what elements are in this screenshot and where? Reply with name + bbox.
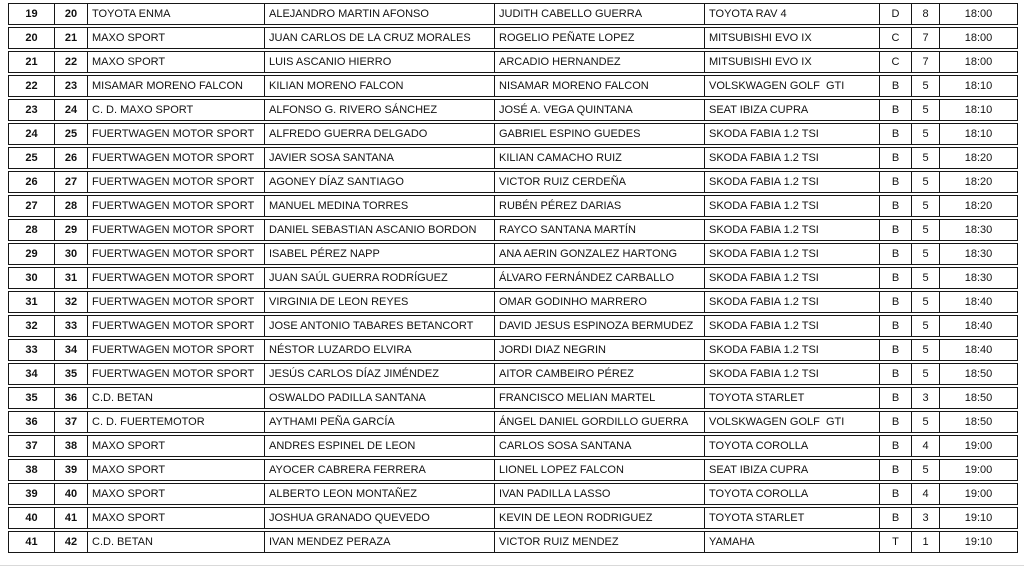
cell-car: SKODA FABIA 1.2 TSI bbox=[705, 315, 880, 337]
cell-codriver: ARCADIO HERNANDEZ bbox=[495, 51, 705, 73]
cell-class: B bbox=[880, 267, 912, 289]
cell-start-time: 18:10 bbox=[940, 99, 1018, 121]
cell-entry-number: 33 bbox=[55, 315, 88, 337]
cell-entry-number: 24 bbox=[55, 99, 88, 121]
cell-group: 8 bbox=[912, 3, 940, 25]
cell-class: B bbox=[880, 147, 912, 169]
cell-codriver: AITOR CAMBEIRO PÉREZ bbox=[495, 363, 705, 385]
cell-position: 20 bbox=[8, 27, 55, 49]
cell-position: 30 bbox=[8, 267, 55, 289]
cell-position: 34 bbox=[8, 363, 55, 385]
cell-position: 40 bbox=[8, 507, 55, 529]
cell-driver: OSWALDO PADILLA SANTANA bbox=[265, 387, 495, 409]
cell-car: SKODA FABIA 1.2 TSI bbox=[705, 243, 880, 265]
cell-codriver: GABRIEL ESPINO GUEDES bbox=[495, 123, 705, 145]
cell-entry-number: 29 bbox=[55, 219, 88, 241]
cell-codriver: JOSÉ A. VEGA QUINTANA bbox=[495, 99, 705, 121]
cell-team: FUERTWAGEN MOTOR SPORT bbox=[88, 171, 265, 193]
cell-position: 41 bbox=[8, 531, 55, 553]
cell-class: B bbox=[880, 387, 912, 409]
cell-class: T bbox=[880, 531, 912, 553]
cell-position: 19 bbox=[8, 3, 55, 25]
cell-position: 24 bbox=[8, 123, 55, 145]
cell-codriver: VICTOR RUIZ CERDEÑA bbox=[495, 171, 705, 193]
cell-driver: AGONEY DÍAZ SANTIAGO bbox=[265, 171, 495, 193]
table-row bbox=[8, 531, 1018, 553]
cell-codriver: ÁLVARO FERNÁNDEZ CARBALLO bbox=[495, 267, 705, 289]
table-row bbox=[8, 123, 1018, 145]
cell-group: 3 bbox=[912, 507, 940, 529]
table-row bbox=[8, 339, 1018, 361]
cell-start-time: 18:00 bbox=[940, 27, 1018, 49]
cell-car: SKODA FABIA 1.2 TSI bbox=[705, 267, 880, 289]
table-row bbox=[8, 219, 1018, 241]
cell-position: 29 bbox=[8, 243, 55, 265]
cell-position: 23 bbox=[8, 99, 55, 121]
cell-entry-number: 42 bbox=[55, 531, 88, 553]
cell-position: 26 bbox=[8, 171, 55, 193]
cell-team: MAXO SPORT bbox=[88, 435, 265, 457]
cell-car: SKODA FABIA 1.2 TSI bbox=[705, 291, 880, 313]
cell-team: MAXO SPORT bbox=[88, 507, 265, 529]
cell-entry-number: 39 bbox=[55, 459, 88, 481]
cell-team: FUERTWAGEN MOTOR SPORT bbox=[88, 219, 265, 241]
cell-group: 5 bbox=[912, 123, 940, 145]
cell-start-time: 18:40 bbox=[940, 339, 1018, 361]
cell-driver: JAVIER SOSA SANTANA bbox=[265, 147, 495, 169]
cell-group: 5 bbox=[912, 195, 940, 217]
cell-team: FUERTWAGEN MOTOR SPORT bbox=[88, 267, 265, 289]
cell-entry-number: 41 bbox=[55, 507, 88, 529]
cell-entry-number: 31 bbox=[55, 267, 88, 289]
cell-position: 28 bbox=[8, 219, 55, 241]
cell-codriver: JUDITH CABELLO GUERRA bbox=[495, 3, 705, 25]
cell-driver: ALEJANDRO MARTIN AFONSO bbox=[265, 3, 495, 25]
cell-car: YAMAHA bbox=[705, 531, 880, 553]
cell-start-time: 18:10 bbox=[940, 123, 1018, 145]
cell-start-time: 18:40 bbox=[940, 315, 1018, 337]
cell-class: B bbox=[880, 339, 912, 361]
cell-car: TOYOTA RAV 4 bbox=[705, 3, 880, 25]
cell-codriver: KILIAN CAMACHO RUIZ bbox=[495, 147, 705, 169]
cell-car: TOYOTA STARLET bbox=[705, 507, 880, 529]
cell-codriver: JORDI DIAZ NEGRIN bbox=[495, 339, 705, 361]
cell-group: 5 bbox=[912, 243, 940, 265]
table-row bbox=[8, 435, 1018, 457]
cell-team: FUERTWAGEN MOTOR SPORT bbox=[88, 243, 265, 265]
cell-codriver: KEVIN DE LEON RODRIGUEZ bbox=[495, 507, 705, 529]
cell-group: 4 bbox=[912, 435, 940, 457]
cell-entry-number: 20 bbox=[55, 3, 88, 25]
cell-entry-number: 30 bbox=[55, 243, 88, 265]
table-row bbox=[8, 171, 1018, 193]
cell-driver: JOSE ANTONIO TABARES BETANCORT bbox=[265, 315, 495, 337]
cell-driver: AYOCER CABRERA FERRERA bbox=[265, 459, 495, 481]
cell-class: B bbox=[880, 411, 912, 433]
cell-car: SKODA FABIA 1.2 TSI bbox=[705, 171, 880, 193]
cell-driver: ANDRES ESPINEL DE LEON bbox=[265, 435, 495, 457]
cell-start-time: 18:50 bbox=[940, 411, 1018, 433]
table-row bbox=[8, 267, 1018, 289]
cell-start-time: 18:20 bbox=[940, 195, 1018, 217]
cell-car: SEAT IBIZA CUPRA bbox=[705, 459, 880, 481]
cell-entry-number: 28 bbox=[55, 195, 88, 217]
cell-group: 5 bbox=[912, 411, 940, 433]
cell-entry-number: 32 bbox=[55, 291, 88, 313]
cell-car: VOLSKWAGEN GOLF GTI bbox=[705, 75, 880, 97]
cell-group: 5 bbox=[912, 99, 940, 121]
cell-group: 5 bbox=[912, 315, 940, 337]
cell-group: 1 bbox=[912, 531, 940, 553]
cell-team: FUERTWAGEN MOTOR SPORT bbox=[88, 123, 265, 145]
cell-driver: ALBERTO LEON MONTAÑEZ bbox=[265, 483, 495, 505]
cell-entry-number: 23 bbox=[55, 75, 88, 97]
cell-class: D bbox=[880, 3, 912, 25]
cell-entry-number: 34 bbox=[55, 339, 88, 361]
cell-group: 3 bbox=[912, 387, 940, 409]
table-row bbox=[8, 51, 1018, 73]
cell-group: 5 bbox=[912, 219, 940, 241]
table-row bbox=[8, 291, 1018, 313]
cell-team: FUERTWAGEN MOTOR SPORT bbox=[88, 195, 265, 217]
cell-position: 22 bbox=[8, 75, 55, 97]
cell-driver: MANUEL MEDINA TORRES bbox=[265, 195, 495, 217]
cell-driver: LUIS ASCANIO HIERRO bbox=[265, 51, 495, 73]
table-row bbox=[8, 507, 1018, 529]
cell-group: 5 bbox=[912, 147, 940, 169]
cell-car: SEAT IBIZA CUPRA bbox=[705, 99, 880, 121]
table-row bbox=[8, 483, 1018, 505]
cell-car: SKODA FABIA 1.2 TSI bbox=[705, 147, 880, 169]
cell-car: TOYOTA COROLLA bbox=[705, 483, 880, 505]
cell-start-time: 18:30 bbox=[940, 219, 1018, 241]
cell-position: 39 bbox=[8, 483, 55, 505]
cell-class: B bbox=[880, 75, 912, 97]
cell-team: MAXO SPORT bbox=[88, 459, 265, 481]
cell-class: B bbox=[880, 483, 912, 505]
cell-driver: VIRGINIA DE LEON REYES bbox=[265, 291, 495, 313]
cell-class: B bbox=[880, 123, 912, 145]
cell-team: C.D. BETAN bbox=[88, 531, 265, 553]
cell-team: FUERTWAGEN MOTOR SPORT bbox=[88, 291, 265, 313]
cell-car: TOYOTA COROLLA bbox=[705, 435, 880, 457]
cell-driver: JESÚS CARLOS DÍAZ JIMÉNDEZ bbox=[265, 363, 495, 385]
cell-start-time: 18:20 bbox=[940, 171, 1018, 193]
cell-team: C. D. MAXO SPORT bbox=[88, 99, 265, 121]
cell-position: 35 bbox=[8, 387, 55, 409]
cell-class: B bbox=[880, 315, 912, 337]
cell-position: 27 bbox=[8, 195, 55, 217]
table-row bbox=[8, 3, 1018, 25]
table-row bbox=[8, 387, 1018, 409]
cell-class: B bbox=[880, 507, 912, 529]
cell-start-time: 18:50 bbox=[940, 363, 1018, 385]
cell-driver: ISABEL PÉREZ NAPP bbox=[265, 243, 495, 265]
cell-group: 4 bbox=[912, 483, 940, 505]
cell-car: SKODA FABIA 1.2 TSI bbox=[705, 339, 880, 361]
table-row bbox=[8, 195, 1018, 217]
cell-position: 38 bbox=[8, 459, 55, 481]
cell-start-time: 19:10 bbox=[940, 531, 1018, 553]
cell-class: B bbox=[880, 99, 912, 121]
cell-start-time: 18:10 bbox=[940, 75, 1018, 97]
cell-start-time: 19:00 bbox=[940, 435, 1018, 457]
cell-position: 25 bbox=[8, 147, 55, 169]
entry-list-table bbox=[8, 1, 1018, 555]
cell-start-time: 19:00 bbox=[940, 483, 1018, 505]
cell-codriver: CARLOS SOSA SANTANA bbox=[495, 435, 705, 457]
cell-group: 5 bbox=[912, 171, 940, 193]
cell-class: B bbox=[880, 243, 912, 265]
cell-class: B bbox=[880, 459, 912, 481]
table-row bbox=[8, 27, 1018, 49]
cell-driver: KILIAN MORENO FALCON bbox=[265, 75, 495, 97]
cell-driver: JOSHUA GRANADO QUEVEDO bbox=[265, 507, 495, 529]
cell-position: 36 bbox=[8, 411, 55, 433]
cell-codriver: FRANCISCO MELIAN MARTEL bbox=[495, 387, 705, 409]
cell-class: B bbox=[880, 171, 912, 193]
cell-team: MISAMAR MORENO FALCON bbox=[88, 75, 265, 97]
cell-start-time: 18:30 bbox=[940, 243, 1018, 265]
cell-car: SKODA FABIA 1.2 TSI bbox=[705, 195, 880, 217]
cell-driver: ALFREDO GUERRA DELGADO bbox=[265, 123, 495, 145]
cell-driver: IVAN MENDEZ PERAZA bbox=[265, 531, 495, 553]
cell-driver: JUAN SAÚL GUERRA RODRÍGUEZ bbox=[265, 267, 495, 289]
cell-position: 21 bbox=[8, 51, 55, 73]
cell-codriver: DAVID JESUS ESPINOZA BERMUDEZ bbox=[495, 315, 705, 337]
cell-team: TOYOTA ENMA bbox=[88, 3, 265, 25]
cell-entry-number: 27 bbox=[55, 171, 88, 193]
cell-class: C bbox=[880, 27, 912, 49]
cell-position: 32 bbox=[8, 315, 55, 337]
cell-codriver: OMAR GODINHO MARRERO bbox=[495, 291, 705, 313]
cell-codriver: ANA AERIN GONZALEZ HARTONG bbox=[495, 243, 705, 265]
table-row bbox=[8, 363, 1018, 385]
cell-group: 5 bbox=[912, 267, 940, 289]
cell-driver: DANIEL SEBASTIAN ASCANIO BORDON bbox=[265, 219, 495, 241]
cell-car: VOLSKWAGEN GOLF GTI bbox=[705, 411, 880, 433]
cell-team: C.D. BETAN bbox=[88, 387, 265, 409]
cell-class: B bbox=[880, 219, 912, 241]
cell-group: 5 bbox=[912, 291, 940, 313]
cell-group: 5 bbox=[912, 363, 940, 385]
cell-team: C. D. FUERTEMOTOR bbox=[88, 411, 265, 433]
cell-position: 33 bbox=[8, 339, 55, 361]
cell-start-time: 18:00 bbox=[940, 51, 1018, 73]
cell-class: B bbox=[880, 435, 912, 457]
cell-entry-number: 37 bbox=[55, 411, 88, 433]
cell-group: 5 bbox=[912, 75, 940, 97]
table-row bbox=[8, 243, 1018, 265]
cell-car: SKODA FABIA 1.2 TSI bbox=[705, 363, 880, 385]
cell-codriver: RUBÉN PÉREZ DARIAS bbox=[495, 195, 705, 217]
cell-driver: AYTHAMI PEÑA GARCÍA bbox=[265, 411, 495, 433]
cell-driver: JUAN CARLOS DE LA CRUZ MORALES bbox=[265, 27, 495, 49]
table-row bbox=[8, 75, 1018, 97]
cell-codriver: IVAN PADILLA LASSO bbox=[495, 483, 705, 505]
cell-codriver: ÁNGEL DANIEL GORDILLO GUERRA bbox=[495, 411, 705, 433]
cell-car: SKODA FABIA 1.2 TSI bbox=[705, 123, 880, 145]
cell-class: B bbox=[880, 363, 912, 385]
cell-team: FUERTWAGEN MOTOR SPORT bbox=[88, 315, 265, 337]
cell-entry-number: 21 bbox=[55, 27, 88, 49]
cell-start-time: 19:10 bbox=[940, 507, 1018, 529]
table-row bbox=[8, 99, 1018, 121]
table-row bbox=[8, 315, 1018, 337]
cell-entry-number: 38 bbox=[55, 435, 88, 457]
cell-class: B bbox=[880, 195, 912, 217]
cell-start-time: 18:00 bbox=[940, 3, 1018, 25]
cell-codriver: ROGELIO PEÑATE LOPEZ bbox=[495, 27, 705, 49]
cell-group: 5 bbox=[912, 459, 940, 481]
cell-class: C bbox=[880, 51, 912, 73]
cell-entry-number: 22 bbox=[55, 51, 88, 73]
cell-start-time: 18:40 bbox=[940, 291, 1018, 313]
page-edge-line bbox=[0, 565, 1024, 566]
cell-car: MITSUBISHI EVO IX bbox=[705, 51, 880, 73]
cell-start-time: 18:50 bbox=[940, 387, 1018, 409]
cell-team: FUERTWAGEN MOTOR SPORT bbox=[88, 147, 265, 169]
cell-car: MITSUBISHI EVO IX bbox=[705, 27, 880, 49]
entry-list-body bbox=[8, 3, 1018, 553]
table-row bbox=[8, 411, 1018, 433]
cell-codriver: LIONEL LOPEZ FALCON bbox=[495, 459, 705, 481]
cell-codriver: VICTOR RUIZ MENDEZ bbox=[495, 531, 705, 553]
cell-start-time: 18:30 bbox=[940, 267, 1018, 289]
cell-position: 31 bbox=[8, 291, 55, 313]
cell-start-time: 19:00 bbox=[940, 459, 1018, 481]
table-row bbox=[8, 459, 1018, 481]
cell-driver: NÉSTOR LUZARDO ELVIRA bbox=[265, 339, 495, 361]
cell-codriver: NISAMAR MORENO FALCON bbox=[495, 75, 705, 97]
cell-entry-number: 25 bbox=[55, 123, 88, 145]
cell-group: 7 bbox=[912, 27, 940, 49]
cell-class: B bbox=[880, 291, 912, 313]
cell-team: MAXO SPORT bbox=[88, 51, 265, 73]
cell-team: FUERTWAGEN MOTOR SPORT bbox=[88, 363, 265, 385]
cell-entry-number: 40 bbox=[55, 483, 88, 505]
cell-entry-number: 26 bbox=[55, 147, 88, 169]
cell-driver: ALFONSO G. RIVERO SÁNCHEZ bbox=[265, 99, 495, 121]
table-row bbox=[8, 147, 1018, 169]
cell-codriver: RAYCO SANTANA MARTÍN bbox=[495, 219, 705, 241]
cell-group: 5 bbox=[912, 339, 940, 361]
cell-team: MAXO SPORT bbox=[88, 483, 265, 505]
cell-car: SKODA FABIA 1.2 TSI bbox=[705, 219, 880, 241]
cell-start-time: 18:20 bbox=[940, 147, 1018, 169]
cell-entry-number: 36 bbox=[55, 387, 88, 409]
cell-group: 7 bbox=[912, 51, 940, 73]
cell-entry-number: 35 bbox=[55, 363, 88, 385]
cell-position: 37 bbox=[8, 435, 55, 457]
cell-team: MAXO SPORT bbox=[88, 27, 265, 49]
cell-car: TOYOTA STARLET bbox=[705, 387, 880, 409]
cell-team: FUERTWAGEN MOTOR SPORT bbox=[88, 339, 265, 361]
